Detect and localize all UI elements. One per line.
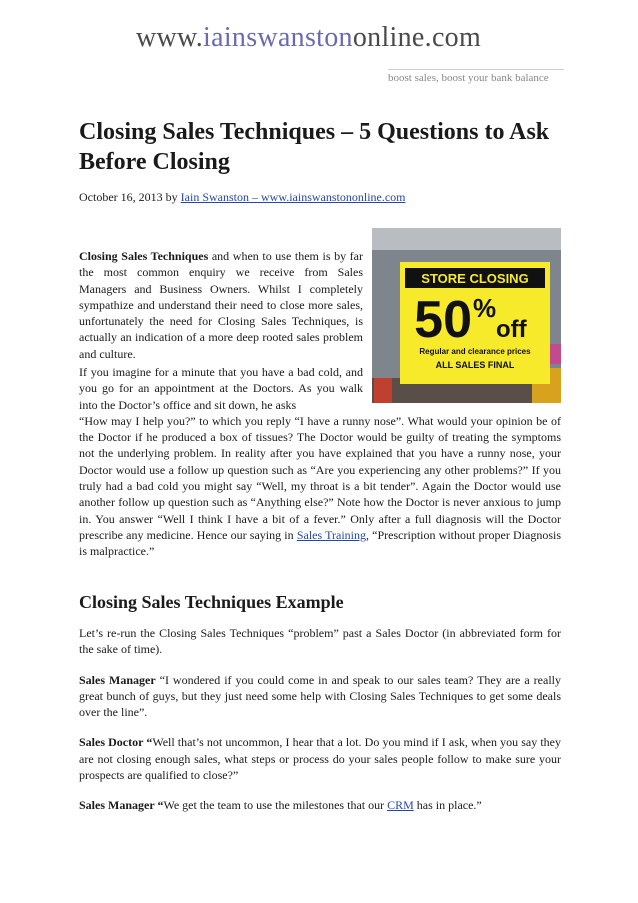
intro-text: and when to use them is by far the most common enquiry we receive from Sales Managers and Business Owners. Whilst I completely sympathize and understand their need to close more sales, unfortunately the need for Closing Sales Techniques, is actually an indication of a more deep rooted sales problem and culture. — [79, 249, 364, 361]
byline-date: October 16, 2013 by — [79, 190, 181, 204]
sign-line-all-sales-final: ALL SALES FINAL — [435, 360, 515, 370]
sign-line-regular-prices: Regular and clearance prices — [419, 347, 531, 356]
article-title: Closing Sales Techniques – 5 Questions to Ask Before Closing — [79, 119, 550, 175]
section-intro: Let’s re-run the Closing Sales Techniques “problem” past a Sales Doctor (in abbreviated form for the sake of time). — [79, 626, 561, 657]
sign-line-store-closing: STORE CLOSING — [421, 271, 529, 286]
intro-paragraph — [79, 248, 363, 362]
crm-link[interactable]: CRM — [387, 798, 414, 813]
analogy-text-wide: “How may I help you?” to which you reply “I have a runny nose”. What would your opinion be of the Doctor if he produced a box of tissues? The Doctor would be guilty of treating the symptoms not the underlying problem. In reality after you have explained that you have a runny nose, your Doctor would use a follow up question such as “Are you experiencing any other problems?” If you truly had a bad cold you might say “Well, my throat is a bit tender”. Again the Doctor would use another follow up question such as “Anything else?” Note how the Doctor is never anxious to jump in. You answer “Well I think I have a bit of a fever.” Only after a full diagnosis will the Doctor prescribe any medicine. Hence our saying in — [79, 413, 561, 542]
dialog-text: “I wondered if you could come in and speak to our sales team? They are a really great bunch of guys, but they just need some help with Closing Sales Techniques to get some deals over the line”. — [79, 672, 561, 720]
section-heading: Closing Sales Techniques Example — [79, 592, 344, 612]
sales-training-link[interactable]: Sales Training — [296, 527, 366, 542]
dialog-line — [79, 797, 561, 813]
site-header — [0, 12, 638, 92]
sign-percent: 50 — [414, 291, 472, 349]
sign-percent-symbol: % — [473, 293, 497, 323]
dialog-speaker: Sales Manager — [79, 672, 156, 687]
dialog-speaker: Sales Manager “ — [79, 798, 164, 813]
url-prefix: www. — [136, 22, 204, 53]
analogy-text-narrow: If you imagine for a minute that you have a bad cold, and you go for an appointment at the Doctors. As you walk into the Doctor’s office and sit down, he asks — [79, 365, 363, 412]
dialog-speaker: Sales Doctor “ — [79, 735, 153, 750]
article-byline — [79, 190, 406, 205]
dialog-text: We get the team to use the milestones that our — [163, 798, 388, 813]
site-tagline: boost sales, boost your bank balance — [388, 72, 549, 84]
dialog-text-end: has in place.” — [413, 798, 482, 813]
tagline-divider — [388, 69, 564, 70]
dialog-text: Well that’s not uncommon, I hear that a lot. Do you mind if I ask, when you say they are not closing enough sales, what steps or process do your sales people follow to make sure your prospects are qualified to close?” — [79, 735, 561, 783]
doctor-analogy-paragraph — [79, 364, 561, 560]
analogy-text-end: , “Prescription without proper Diagnosis is malpractice.” — [79, 527, 561, 559]
author-link[interactable]: Iain Swanston – www.iainswanstononline.com — [180, 190, 406, 204]
dialog-line — [79, 672, 561, 721]
sign-off: off — [496, 316, 527, 343]
url-brand: iainswanston — [203, 22, 353, 53]
section-body — [79, 625, 561, 828]
intro-bold-term: Closing Sales Techniques — [79, 249, 209, 263]
dialog-line — [79, 734, 561, 783]
url-suffix: online.com — [352, 22, 482, 53]
site-url[interactable] — [136, 22, 481, 54]
